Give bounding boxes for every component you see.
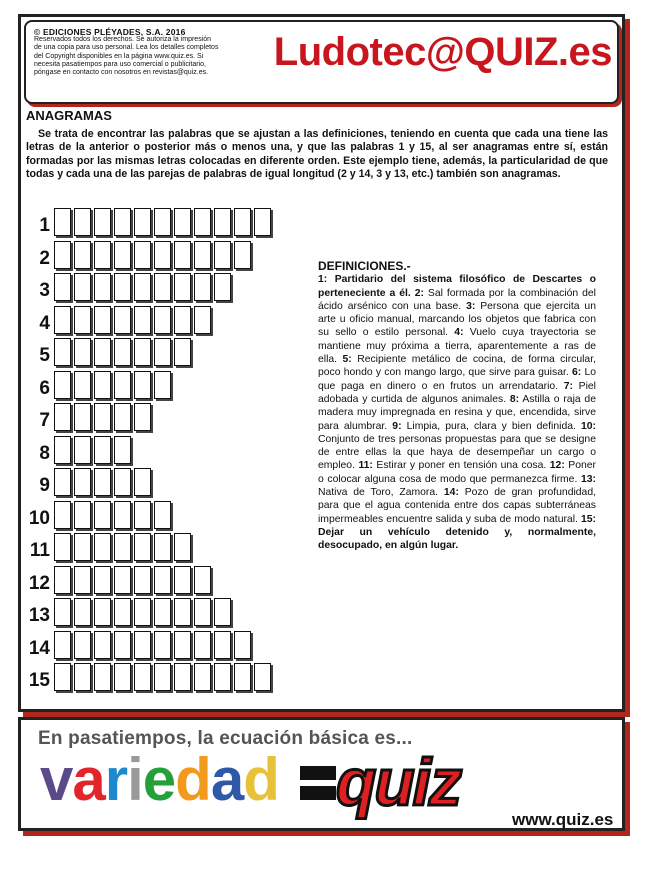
row-number: 11 [29, 540, 50, 561]
letter-cell[interactable] [74, 306, 91, 334]
letter-cell[interactable] [234, 631, 251, 659]
letter-cell[interactable] [134, 566, 151, 594]
letter-cell[interactable] [74, 436, 91, 464]
definition-text: Poner o colocar alguna cosa de modo que permanezca firme. [318, 460, 597, 485]
definition-number: 15: [580, 513, 597, 525]
row-number: 8 [39, 442, 50, 464]
letter-cell[interactable] [54, 371, 71, 399]
definition-number: 7: [563, 380, 573, 392]
letter-cell[interactable] [134, 468, 151, 496]
letter-cell[interactable] [54, 403, 71, 431]
letter-cell[interactable] [114, 241, 131, 269]
letter-cell[interactable] [74, 533, 91, 561]
variedad-letter: v [40, 746, 73, 813]
grid-row [16, 241, 254, 269]
letter-cell[interactable] [114, 208, 131, 236]
letter-cell[interactable] [234, 208, 251, 236]
letter-cell[interactable] [94, 403, 111, 431]
definition-text: Vuelo cuya trayectoria se mantiene muy próxima a tierra, aparentemente a ras de ella. [318, 327, 597, 366]
letter-cell[interactable] [94, 208, 111, 236]
equals-sign [300, 762, 336, 804]
letter-cell[interactable] [134, 306, 151, 334]
letter-cell[interactable] [154, 598, 171, 626]
letter-cell[interactable] [214, 631, 231, 659]
letter-cell[interactable] [54, 273, 71, 301]
row-number: 15 [28, 670, 50, 691]
variedad-letter: i [127, 746, 143, 813]
letter-cell[interactable] [74, 501, 91, 529]
copyright-line: necesita pasatiempos para uso comercial o publicitario, [34, 60, 206, 68]
slogan: En pasatiempos, la ecuación básica es... [38, 728, 413, 749]
definition-number: 9: [392, 420, 402, 432]
definition-text: Dejar un vehículo detenido y, normalmente, desocupado, en algún lugar. [318, 526, 596, 552]
letter-cell[interactable] [114, 501, 131, 529]
definition-number: 13: [580, 473, 597, 485]
letter-cell[interactable] [254, 663, 271, 691]
definition-text: Persona que ejercita un arte u oficio manual, marcando los objetos que fabrica con su sello o estilo personal. [318, 300, 596, 339]
definition-text: Nativa de Toro, Zamora. [318, 487, 439, 499]
letter-cell[interactable] [114, 566, 131, 594]
definition-text: Estirar y poner en tensión una cosa. [376, 460, 547, 472]
header-box [24, 20, 619, 104]
letter-cell[interactable] [174, 241, 191, 269]
letter-cell[interactable] [114, 273, 131, 301]
definitions-block [318, 260, 596, 553]
letter-cell[interactable] [94, 306, 111, 334]
letter-cell[interactable] [74, 663, 91, 691]
definition-number: 14: [443, 487, 459, 499]
quiz-logo: quiz [336, 745, 460, 819]
row-number: 6 [39, 377, 50, 399]
variedad-letter: d [243, 746, 279, 813]
letter-cell[interactable] [74, 241, 91, 269]
letter-cell[interactable] [74, 273, 91, 301]
letter-cell[interactable] [174, 208, 191, 236]
letter-cell[interactable] [174, 663, 191, 691]
copyright-line: del Copyright disponibles en la página www.quiz.es. Si [34, 52, 204, 60]
letter-cell[interactable] [174, 273, 191, 301]
letter-cell[interactable] [214, 598, 231, 626]
letter-cell[interactable] [194, 598, 211, 626]
letter-cell[interactable] [154, 663, 171, 691]
letter-cell[interactable] [74, 371, 91, 399]
grid-row [16, 306, 214, 334]
letter-cell[interactable] [114, 663, 131, 691]
letter-cell[interactable] [174, 566, 191, 594]
letter-cell[interactable] [94, 273, 111, 301]
letter-cell[interactable] [54, 468, 71, 496]
letter-cell[interactable] [54, 663, 71, 691]
letter-cell[interactable] [54, 533, 71, 561]
letter-cell[interactable] [114, 436, 131, 464]
letter-cell[interactable] [54, 241, 71, 269]
letter-cell[interactable] [134, 371, 151, 399]
definitions-text [318, 273, 596, 552]
letter-cell[interactable] [134, 241, 151, 269]
letter-cell[interactable] [74, 631, 91, 659]
copyright-title: © EDICIONES PLÉYADES, S.A. 2016 [34, 27, 186, 37]
definition-text: Astilla o raja de madera muy impregnada en resina y que, encendida, sirve para alumbrar. [318, 393, 596, 432]
letter-cell[interactable] [154, 566, 171, 594]
grid-row [16, 501, 174, 529]
definition-text: Partidario del sistema filosófico de Descartes o perteneciente a él. [318, 274, 597, 299]
letter-cell[interactable] [214, 273, 231, 301]
letter-cell[interactable] [54, 208, 71, 236]
letter-cell[interactable] [94, 501, 111, 529]
letter-cell[interactable] [54, 566, 71, 594]
row-number: 3 [39, 280, 50, 301]
row-number: 7 [39, 410, 50, 431]
letter-cell[interactable] [154, 241, 171, 269]
variedad-letter: d [175, 746, 211, 813]
letter-cell[interactable] [214, 663, 231, 691]
row-number: 4 [39, 312, 50, 334]
letter-cell[interactable] [94, 598, 111, 626]
letter-cell[interactable] [74, 598, 91, 626]
definition-number: 2: [414, 287, 424, 299]
puzzle-title: ANAGRAMAS [26, 108, 112, 123]
letter-cell[interactable] [94, 663, 111, 691]
letter-cell[interactable] [114, 371, 131, 399]
letter-cell[interactable] [234, 241, 251, 269]
definition-text: Lo que paga en dinero o en frutos un arrendatario. [318, 367, 596, 392]
definition-number: 1: [318, 274, 328, 286]
definition-number: 10: [580, 420, 597, 432]
row-number: 14 [28, 637, 50, 659]
letter-cell[interactable] [154, 338, 171, 366]
definition-number: 12: [549, 460, 565, 472]
definition-text: Limpia, pura, clara y bien definida. [406, 420, 576, 432]
brand-title: Ludotec@QUIZ.es [273, 30, 612, 74]
letter-cell[interactable] [94, 338, 111, 366]
row-number: 12 [28, 572, 50, 594]
letter-cell[interactable] [134, 338, 151, 366]
variedad-letter: a [72, 746, 105, 813]
variedad-letter: e [142, 746, 176, 813]
copyright-line: póngase en contacto con nosotros en revistas@quiz.es. [34, 69, 209, 77]
variedad-letter: a [210, 746, 244, 813]
letter-cell[interactable] [74, 468, 91, 496]
definition-number: 11: [358, 460, 373, 472]
letter-cell[interactable] [114, 533, 131, 561]
letter-cell[interactable] [94, 371, 111, 399]
letter-cell[interactable] [74, 566, 91, 594]
grid-row [16, 468, 154, 496]
letter-cell[interactable] [114, 306, 131, 334]
letter-cell[interactable] [154, 208, 171, 236]
letter-cell[interactable] [134, 501, 151, 529]
website-url: www.quiz.es [512, 810, 614, 829]
letter-cell[interactable] [194, 631, 211, 659]
letter-cell[interactable] [114, 338, 131, 366]
letter-cell[interactable] [134, 208, 151, 236]
copyright-line: de una copia para uso personal. Lea los detalles completos [34, 44, 219, 52]
definition-number: 4: [454, 327, 464, 339]
letter-cell[interactable] [74, 338, 91, 366]
letter-cell[interactable] [134, 663, 151, 691]
letter-cell[interactable] [254, 208, 271, 236]
row-number: 1 [39, 215, 50, 236]
variedad-word [40, 745, 279, 814]
letter-cell[interactable] [154, 306, 171, 334]
puzzle-instructions: Se trata de encontrar las palabras que se ajustan a las definiciones, teniendo en cuenta que cada una tiene las letras de la anterior o posterior más o menos una, y que las palabras 1 y 15, al ser anagramas entre sí, están formadas por las mismas letras colocadas en diferente orden. Este ejemplo tiene, además, la particularidad de que todas y cada una de las parejas de palabras de igual longitud (2 y 14, 3 y 13, etc.) también son anagramas. [26, 128, 608, 180]
letter-cell[interactable] [134, 533, 151, 561]
letter-cell[interactable] [134, 598, 151, 626]
letter-cell[interactable] [94, 436, 111, 464]
letter-cell[interactable] [214, 208, 231, 236]
letter-cell[interactable] [54, 436, 71, 464]
letter-cell[interactable] [94, 241, 111, 269]
letter-cell[interactable] [234, 663, 251, 691]
grid-row [16, 566, 214, 594]
letter-cell[interactable] [54, 338, 71, 366]
grid-row [16, 663, 274, 691]
grid-row [16, 533, 194, 561]
copyright-block [34, 28, 234, 77]
letter-cell[interactable] [134, 273, 151, 301]
grid-row [16, 273, 234, 301]
letter-cell[interactable] [194, 663, 211, 691]
letter-cell[interactable] [174, 533, 191, 561]
definition-text: Sal formada por la combinación del ácido arsénico con una base. [318, 287, 596, 312]
letter-cell[interactable] [114, 631, 131, 659]
letter-cell[interactable] [54, 306, 71, 334]
letter-cell[interactable] [134, 403, 151, 431]
letter-cell[interactable] [174, 631, 191, 659]
grid-row [16, 371, 174, 399]
letter-cell[interactable] [114, 403, 131, 431]
definition-number: 6: [571, 367, 582, 379]
grid-row [16, 338, 194, 366]
letter-cell[interactable] [94, 566, 111, 594]
definitions-title: DEFINICIONES.- [318, 259, 411, 273]
grid-row [16, 403, 154, 431]
definition-text: Recipiente metálico de cocina, de forma circular, poco hondo y con mango largo, que sirve para guisar. [318, 354, 596, 379]
letter-cell[interactable] [94, 533, 111, 561]
letter-cell[interactable] [94, 468, 111, 496]
row-number: 13 [28, 605, 50, 626]
definition-text: Piel adobada y curtida de algunos animales. [318, 380, 596, 405]
letter-cell[interactable] [214, 241, 231, 269]
letter-cell[interactable] [74, 403, 91, 431]
letter-cell[interactable] [114, 468, 131, 496]
copyright-line: Reservados todos los derechos. Se autoriza la impresión [34, 36, 212, 44]
letter-cell[interactable] [134, 631, 151, 659]
grid-row [16, 436, 134, 464]
letter-cell[interactable] [174, 306, 191, 334]
grid-row [16, 631, 254, 659]
letter-cell[interactable] [174, 598, 191, 626]
letter-cell[interactable] [114, 598, 131, 626]
letter-cell[interactable] [54, 631, 71, 659]
row-number: 5 [39, 345, 50, 366]
letter-cell[interactable] [194, 273, 211, 301]
definition-text: Conjunto de tres personas propuestas para que se designe de entre ellas la que haya de desempeñar un cargo o empleo. [318, 433, 596, 472]
letter-cell[interactable] [154, 533, 171, 561]
definition-number: 8: [509, 393, 520, 405]
letter-cell[interactable] [54, 501, 71, 529]
letter-cell[interactable] [194, 208, 211, 236]
letter-cell[interactable] [154, 273, 171, 301]
letter-cell[interactable] [194, 566, 211, 594]
letter-cell[interactable] [174, 338, 191, 366]
letter-cell[interactable] [154, 631, 171, 659]
variedad-letter: r [104, 746, 128, 813]
grid-row [16, 208, 274, 236]
letter-cell[interactable] [74, 208, 91, 236]
letter-cell[interactable] [154, 501, 171, 529]
definition-text: Pozo de gran profundidad, para que el agua contenida entre dos capas subterráneas impermeables encuentre salida y suba de modo natural. [318, 487, 597, 525]
grid-row [16, 598, 234, 626]
row-number: 2 [39, 247, 50, 269]
letter-cell[interactable] [154, 371, 171, 399]
row-number: 10 [28, 507, 50, 529]
definition-number: 3: [466, 300, 476, 312]
letter-cell[interactable] [194, 241, 211, 269]
letter-cell[interactable] [194, 306, 211, 334]
letter-cell[interactable] [94, 631, 111, 659]
row-number: 9 [39, 475, 50, 496]
letter-cell[interactable] [54, 598, 71, 626]
definition-number: 5: [342, 354, 352, 366]
